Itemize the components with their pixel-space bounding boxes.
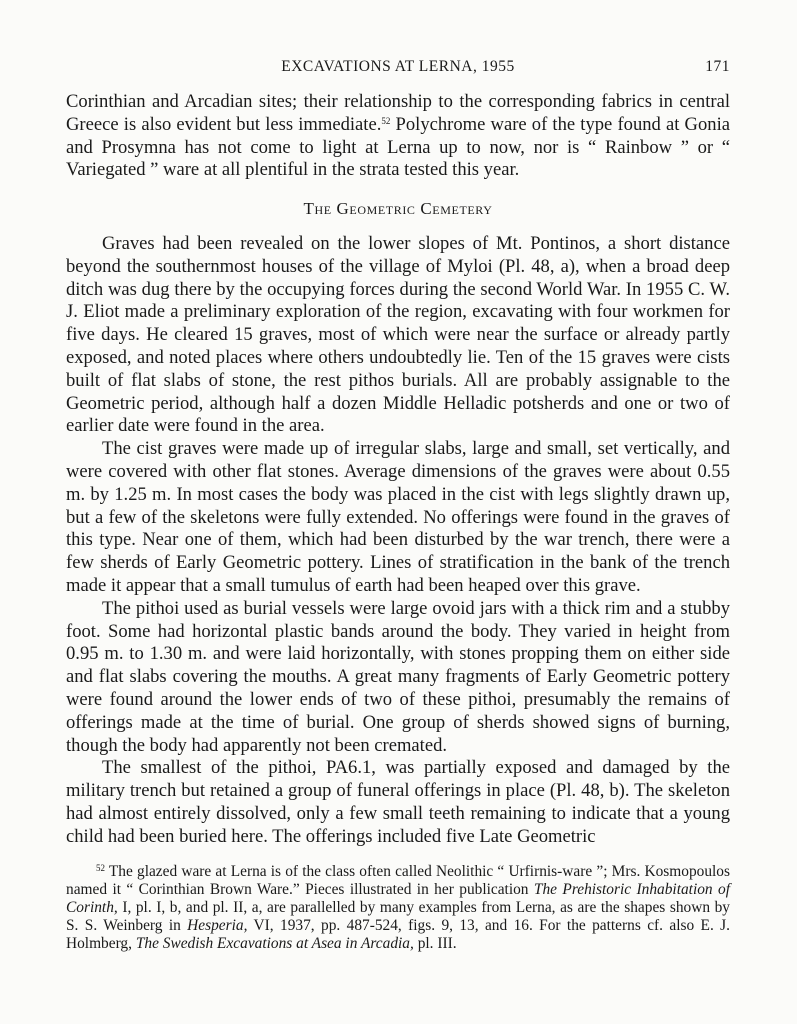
paragraph-continued (66, 91, 730, 182)
footnote-number: 52 (96, 862, 105, 873)
running-head (66, 52, 730, 80)
paragraph: The cist graves were made up of irregular slabs, large and small, set vertically, and were covered with other flat stones. Average dimensions of the graves were about 0.55 m. by 1.25 m. In most cases the body was placed in the cist with legs slightly drawn up, but a few of the skeletons were fully extended. No offerings were found in the graves of this type. Near one of them, which had been disturbed by the war trench, there were a few sherds of Early Geometric pottery. Lines of stratification in the bank of the trench made it appear that a small tumulus of earth had been heaped over this grave. (66, 438, 730, 596)
footnote (66, 863, 730, 954)
running-title: EXCAVATIONS AT LERNA, 1955 (281, 58, 515, 75)
page-number: 171 (705, 58, 730, 75)
footnote-italic: The Prehistoric Inhabitation of Corinth, (66, 880, 730, 916)
body-text (66, 91, 730, 849)
paragraph-text: Corinthian and Arcadian sites; their relationship to the corresponding fabrics in central Greece is also evident but less immediate. (66, 91, 730, 135)
paragraph: The smallest of the pithoi, PA6.1, was partially exposed and damaged by the military trench but retained a group of funeral offerings in place (Pl. 48, b). The skeleton had almost entirely dissolved, only a few small teeth remaining to indicate that a young child had been buried here. The offerings included five Late Geometric (66, 757, 730, 847)
footnote-text: pl. III. (413, 935, 457, 953)
footnotes (66, 863, 730, 954)
footnote-text: The glazed ware at Lerna is of the class often called Neolithic “ Urfirnis-ware ”; Mrs. Kosmopoulos named it “ Corinthian Brown Ware.” Pieces illustrated in her publication (66, 862, 730, 898)
footnote-reference: 52 (381, 115, 391, 126)
footnote-text: I, pl. I, b, and pl. II, a, are parallelled by many examples from Lerna, as are the shapes shown by S. S. Weinberg in (66, 898, 730, 935)
section-heading: The Geometric Cemetery (303, 199, 493, 219)
page (66, 52, 730, 954)
paragraph-text: Polychrome ware of the type found at Gonia and Prosymna has not come to light at Lerna up to now, nor is “ Rainbow ” or “ Variegated ” ware at all plentiful in the strata tested this year. (66, 113, 730, 181)
footnote-italic: Hesperia, (187, 917, 248, 935)
footnote-text: VI, 1937, pp. 487-524, figs. 9, 13, and 16. For the patterns cf. also E. J. Holmberg, (66, 917, 730, 953)
paragraph: The pithoi used as burial vessels were large ovoid jars with a thick rim and a stubby foot. Some had horizontal plastic bands around the body. They varied in height from 0.95 m. to 1.30 m. and were laid horizontally, with stones propping them on either side and flat slabs covering the mouths. A great many fragments of Early Geometric pottery were found around the lower ends of two of these pithoi, presumably the remains of offerings made at the time of burial. One group of sherds showed signs of burning, though the body had apparently not been cremated. (66, 597, 730, 756)
paragraph: Graves had been revealed on the lower slopes of Mt. Pontinos, a short distance beyond the southernmost houses of the village of Myloi (Pl. 48, a), when a broad deep ditch was dug there by the occupying forces during the second World War. In 1955 C. W. J. Eliot made a preliminary exploration of the region, excavating with four workmen for five days. He cleared 15 graves, most of which were near the surface or already partly exposed, and noted places where others undoubtedly lie. Ten of the 15 graves were cists built of flat slabs of stone, the rest pithos burials. All are probably assignable to the Geometric period, although half a dozen Middle Helladic potsherds and one or two of earlier date were found in the area. (66, 232, 730, 437)
footnote-italic: The Swedish Excavations at Asea in Arcadia, (135, 935, 414, 953)
